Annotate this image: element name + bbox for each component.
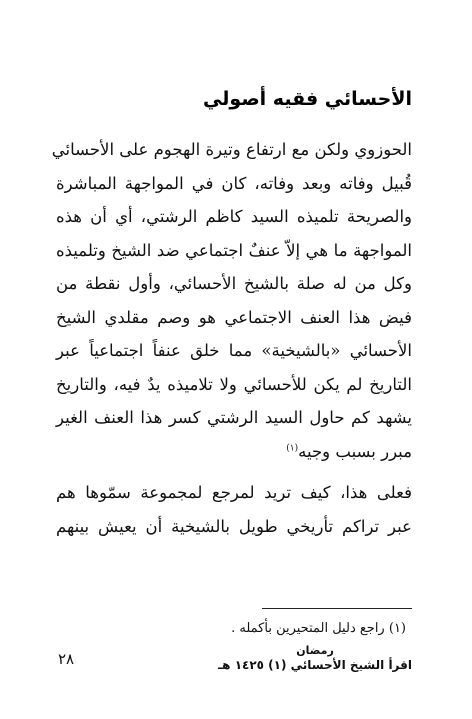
footnote-marker: (١)	[388, 621, 406, 636]
text-line: قُبيل وفاته وبعد وفاته، كان في المواجهة المباشرة	[56, 173, 412, 193]
footer-month: رمضان	[296, 644, 334, 657]
footnote-divider	[262, 608, 412, 609]
footnote-1	[231, 620, 406, 638]
text-line-content: مبرر بسبب وجيه	[298, 441, 412, 461]
text-line: فيض هذا العنف الاجتماعي هو وصم مقلدي الشيخ	[56, 307, 412, 327]
running-header: الأحسائي فقيه أصولي	[203, 88, 412, 110]
paragraph-2	[56, 476, 412, 543]
text-line: التاريخ لم يكن للأحسائي ولا تلاميذه يدٌ فيه، والتاريخ	[56, 374, 412, 394]
page-number: ٢٨	[58, 650, 75, 668]
text-line: يشهد كم حاول السيد الرشتي كسر هذا العنف الغير	[56, 408, 412, 427]
text-line: وكل من له صلة بالشيخ الأحسائي، وأول نقطة من	[56, 274, 412, 293]
footnote-text: راجع دليل المتحيرين بأكمله .	[231, 621, 385, 636]
footer-book-title: اقرأ الشيخ الأحسائي (١) ١٤٢٥ هـ	[218, 658, 412, 672]
text-line: الحوزوي ولكن مع ارتفاع وتيرة الهجوم على الأحسائي	[51, 140, 412, 159]
text-line: عبر تراكم تأريخي طويل بالشيخية أن يعيش بينهم	[56, 516, 412, 536]
text-line: المواجهة ما هي إلاّ عنفٌ اجتماعي ضد الشيخ وتلميذه	[56, 240, 412, 260]
footer-title	[218, 644, 412, 672]
paragraph-1	[51, 133, 412, 468]
text-line-last	[56, 435, 412, 469]
text-line: فعلى هذا، كيف تريد لمرجع لمجموعة سمّوها هم	[56, 483, 412, 502]
footnote-reference[interactable]: (١)	[286, 443, 299, 453]
body-text	[51, 133, 412, 543]
text-line: والصريحة تلميذه السيد كاظم الرشتي، أي أن هذه	[56, 207, 412, 226]
text-line: الأحسائي «بالشيخية» مما خلق عنفاً اجتماعياً عبر	[56, 341, 412, 360]
